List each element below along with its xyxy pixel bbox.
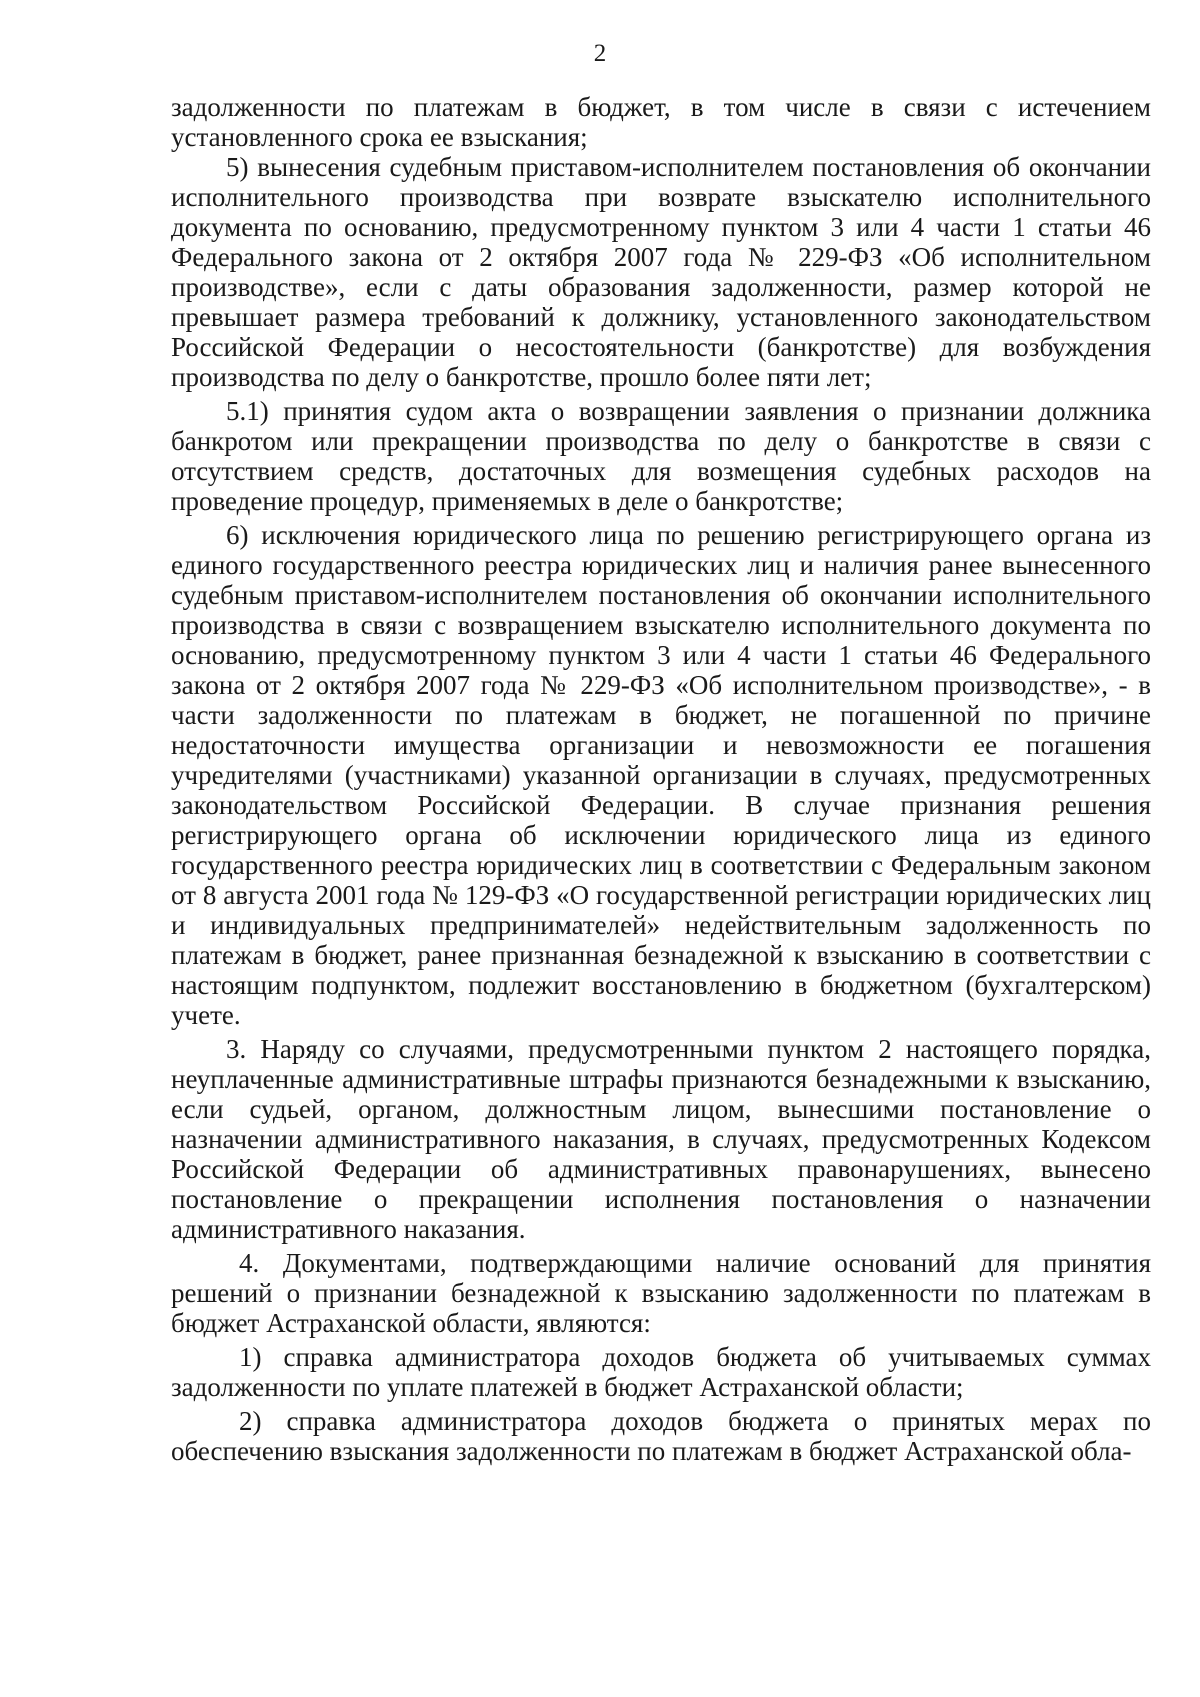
paragraph-item-5: 5) вынесения судебным приставом-исполнителем постановления об окончании исполнительного производства при возврате взыскателю исполнительного документа по основанию, предусмотренному пунктом 3 или 4 части 1 статьи 46 Федерального закона от 2 октября 2007 года № 229-ФЗ «Об исполнительном производстве», если с даты образования задолженности, размер которой не превышает размера требований к должнику, установленного законодательством Российской Федерации о несостоятельности (банкротстве) для возбуждения производства по делу о банкротстве, прошло более пяти лет; xyxy=(171,152,1151,392)
paragraph-section-4: 4. Документами, подтверждающими наличие оснований для принятия решений о признании безнадежной к взысканию задолженности по платежам в бюджет Астраханской области, являются: xyxy=(171,1248,1151,1338)
paragraph-doc-item-1: 1) справка администратора доходов бюджета об учитываемых суммах задолженности по уплате платежей в бюджет Астраханской области; xyxy=(171,1342,1151,1402)
paragraph-doc-item-2: 2) справка администратора доходов бюджета о принятых мерах по обеспечению взыскания задолженности по платежам в бюджет Астраханской обла- xyxy=(171,1406,1151,1466)
document-body xyxy=(171,92,1151,1466)
paragraph-section-3: 3. Наряду со случаями, предусмотренными пунктом 2 настоящего порядка, неуплаченные административные штрафы признаются безнадежными к взысканию, если судьей, органом, должностным лицом, вынесшими постановление о назначении административного наказания, в случаях, предусмотренных Кодексом Российской Федерации об административных правонарушениях, вынесено постановление о прекращении исполнения постановления о назначении административного наказания. xyxy=(171,1034,1151,1244)
paragraph-continuation: задолженности по платежам в бюджет, в том числе в связи с истечением установленного срока ее взыскания; xyxy=(171,92,1151,152)
page-number: 2 xyxy=(593,40,607,67)
paragraph-item-6: 6) исключения юридического лица по решению регистрирующего органа из единого государственного реестра юридических лиц и наличия ранее вынесенного судебным приставом-исполнителем постановления об окончании исполнительного производства в связи с возвращением взыскателю исполнительного документа по основанию, предусмотренному пунктом 3 или 4 части 1 статьи 46 Федерального закона от 2 октября 2007 года № 229-ФЗ «Об исполнительном производстве», - в части задолженности по платежам в бюджет, не погашенной по причине недостаточности имущества организации и невозможности ее погашения учредителями (участниками) указанной организации в случаях, предусмотренных законодательством Российской Федерации. В случае признания решения регистрирующего органа об исключении юридического лица из единого государственного реестра юридических лиц в соответствии с Федеральным законом от 8 августа 2001 года № 129-ФЗ «О государственной регистрации юридических лиц и индивидуальных предпринимателей» недействительным задолженность по платежам в бюджет, ранее признанная безнадежной к взысканию в соответствии с настоящим подпунктом, подлежит восстановлению в бюджетном (бухгалтерском) учете. xyxy=(171,520,1151,1030)
paragraph-item-5-1: 5.1) принятия судом акта о возвращении заявления о признании должника банкротом или прекращении производства по делу о банкротстве в связи с отсутствием средств, достаточных для возмещения судебных расходов на проведение процедур, применяемых в деле о банкротстве; xyxy=(171,396,1151,516)
